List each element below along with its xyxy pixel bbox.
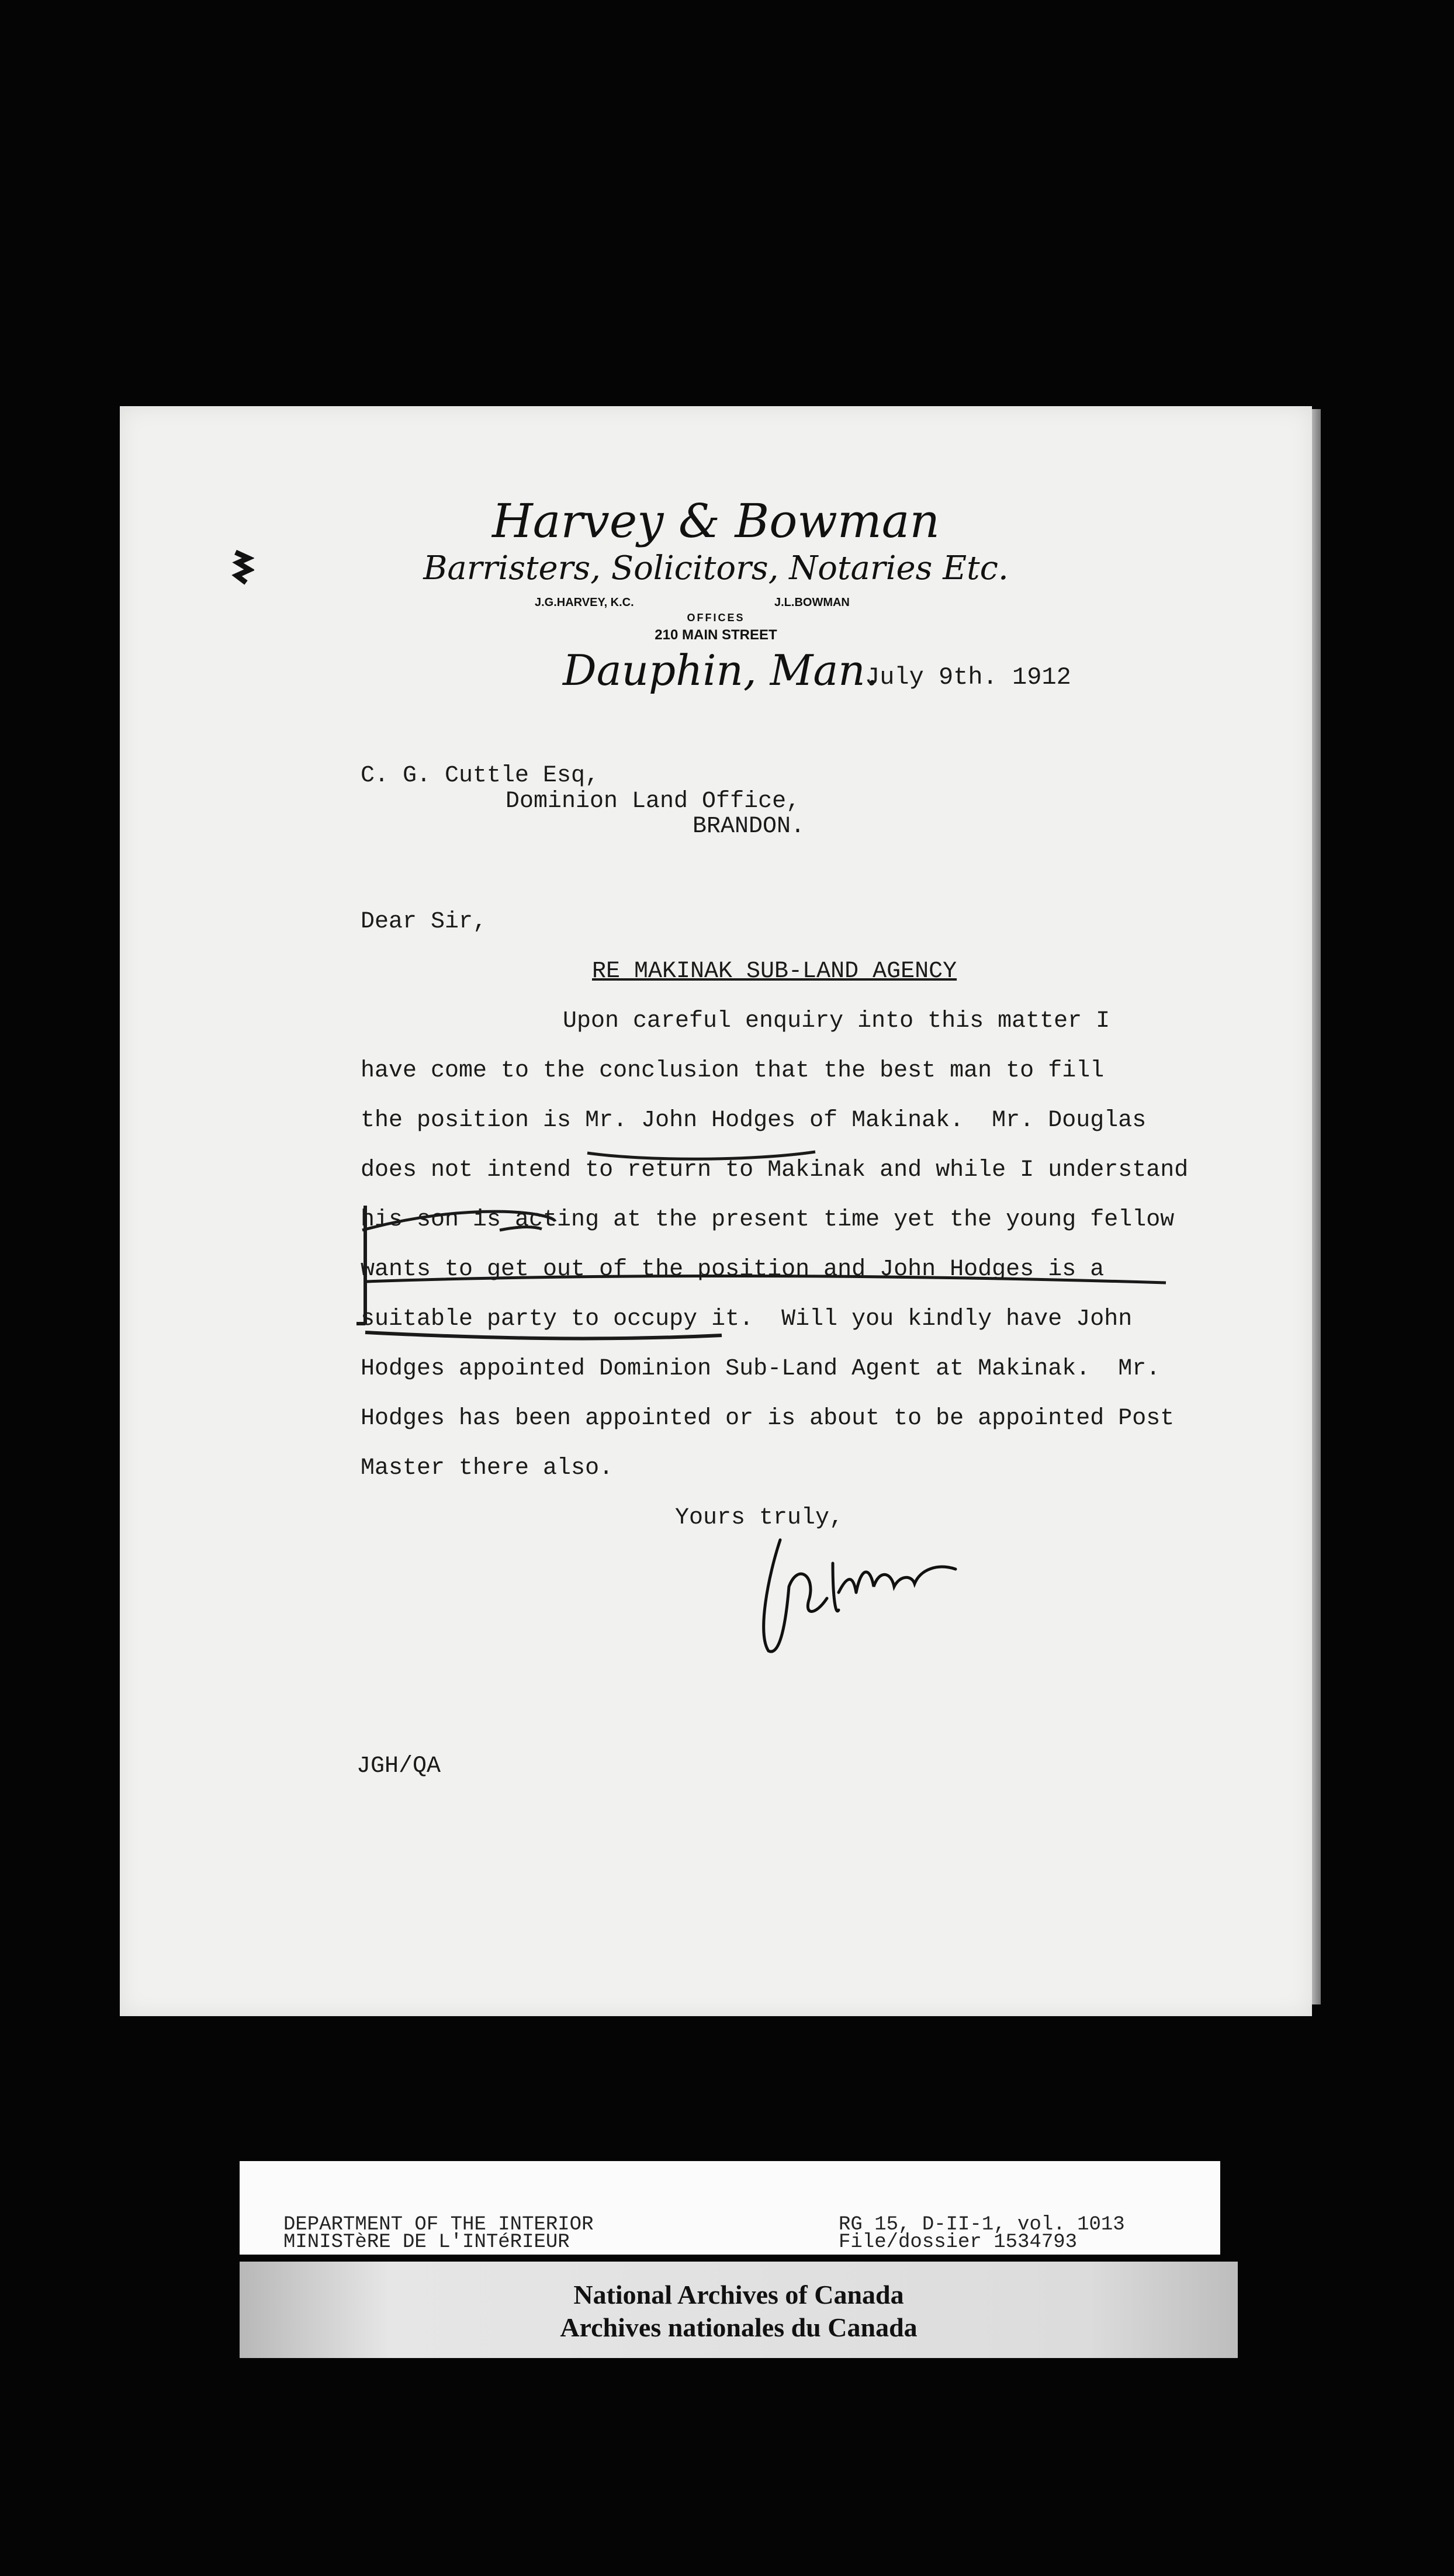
letterhead-place: Dauphin, Man. [563,646,879,695]
letterhead-partner-bowman: J.L.BOWMAN [774,596,850,609]
file-number: File/dossier 1534793 [839,2231,1078,2253]
body-line: have come to the conclusion that the best man to fill [361,1058,1105,1084]
department-fr: MINISTèRE DE L'INTéRIEUR [283,2231,570,2253]
body-line: does not intend to return to Makinak and while I understand [361,1157,1189,1183]
archives-name-fr: Archives nationales du Canada [560,2312,918,2342]
recipient-office: Dominion Land Office, [506,788,801,815]
department-en: DEPARTMENT OF THE INTERIOR [283,2214,594,2236]
body-line: the position is Mr. John Hodges of Makinak. Mr. Douglas [361,1107,1147,1134]
letter-page [120,406,1312,2016]
archives-name-en: National Archives of Canada [573,2280,904,2310]
letterhead-partner-harvey: J.G.HARVEY, K.C. [535,596,634,609]
body-line: wants to get out of the position and John Hodges is a [361,1256,1105,1283]
body-line: Hodges has been appointed or is about to be appointed Post [361,1405,1175,1432]
body-line: Master there also. [361,1455,614,1481]
archive-reference-label [240,2161,1220,2255]
letterhead-offices: OFFICES [687,612,745,624]
recipient-name: C. G. Cuttle Esq, [361,763,600,789]
recipient-city: BRANDON. [693,813,805,840]
letterhead-firm: Harvey & Bowman [491,494,940,548]
archive-name-label [240,2262,1238,2358]
letter-date: July 9th. 1912 [865,663,1071,691]
reference-initials: JGH/QA [356,1753,441,1779]
letterhead-street: 210 MAIN STREET [655,627,777,643]
record-group: RG 15, D-II-1, vol. 1013 [839,2214,1125,2236]
closing: Yours truly, [675,1505,844,1531]
signature-icon [745,1528,991,1663]
body-line: Upon careful enquiry into this matter I [563,1008,1110,1034]
salutation: Dear Sir, [361,909,487,935]
body-line: suitable party to occupy it. Will you kindly have John [361,1306,1133,1332]
body-line: Hodges appointed Dominion Sub-Land Agent at Makinak. Mr. [361,1356,1161,1382]
subject-line: RE MAKINAK SUB-LAND AGENCY [592,958,957,985]
body-line: his son is acting at the present time yet the young fellow [361,1207,1175,1233]
letterhead-profession: Barristers, Solicitors, Notaries Etc. [423,549,1009,587]
